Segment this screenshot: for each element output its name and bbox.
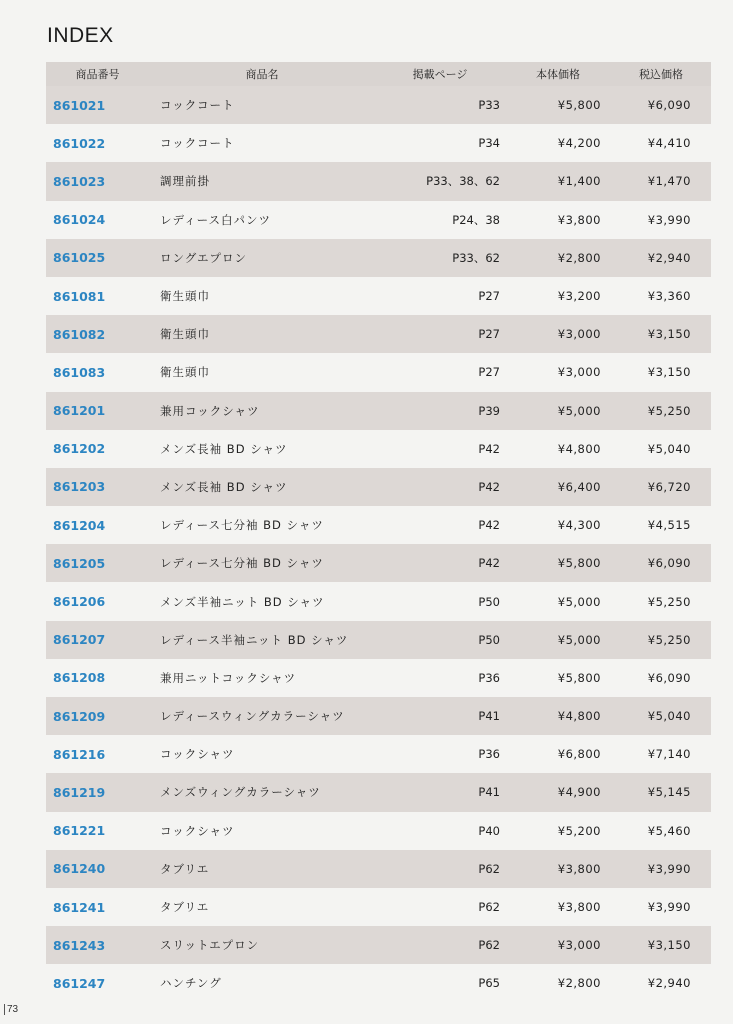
table-row bbox=[46, 812, 711, 850]
page-ref: P33 bbox=[478, 98, 500, 113]
product-code: 861209 bbox=[53, 708, 106, 724]
tax-price: ¥4,515 bbox=[647, 518, 691, 533]
page-ref: P41 bbox=[478, 709, 500, 724]
product-name: ロングエプロン bbox=[160, 250, 248, 265]
base-price: ¥3,000 bbox=[557, 938, 601, 953]
tax-price: ¥4,410 bbox=[647, 136, 691, 151]
product-name: レディース白パンツ bbox=[160, 212, 272, 227]
product-name: コックコート bbox=[160, 98, 235, 113]
tax-price: ¥6,090 bbox=[647, 670, 691, 685]
base-price: ¥5,800 bbox=[557, 556, 601, 571]
product-name: レディース半袖ニット BD シャツ bbox=[160, 632, 349, 647]
base-price: ¥4,200 bbox=[557, 136, 601, 151]
table-row bbox=[46, 964, 711, 1002]
base-price: ¥2,800 bbox=[557, 976, 601, 991]
product-name: 衛生頭巾 bbox=[160, 327, 210, 342]
tax-price: ¥6,090 bbox=[647, 98, 691, 113]
table-row bbox=[46, 468, 711, 506]
page-ref: P36 bbox=[478, 747, 500, 762]
table-row bbox=[46, 124, 711, 162]
product-name: 兼用ニットコックシャツ bbox=[160, 670, 297, 685]
header-tax-price: 税込価格 bbox=[639, 68, 683, 81]
product-name: メンズ長袖 BD シャツ bbox=[160, 441, 288, 456]
tax-price: ¥3,150 bbox=[647, 938, 691, 953]
table-row bbox=[46, 392, 711, 430]
table-header bbox=[46, 62, 711, 86]
product-name: コックシャツ bbox=[160, 823, 235, 838]
product-code: 861202 bbox=[53, 441, 106, 457]
product-code: 861206 bbox=[53, 594, 106, 610]
product-code: 861081 bbox=[53, 288, 106, 304]
table-row bbox=[46, 659, 711, 697]
tax-price: ¥5,040 bbox=[647, 441, 691, 456]
page-ref: P33、62 bbox=[452, 250, 500, 265]
page-ref: P41 bbox=[478, 785, 500, 800]
tax-price: ¥3,150 bbox=[647, 365, 691, 380]
tax-price: ¥3,990 bbox=[647, 212, 691, 227]
base-price: ¥5,800 bbox=[557, 98, 601, 113]
table-row bbox=[46, 926, 711, 964]
product-name: レディース七分袖 BD シャツ bbox=[160, 518, 324, 533]
product-code: 861208 bbox=[53, 670, 106, 686]
base-price: ¥3,000 bbox=[557, 365, 601, 380]
table-row bbox=[46, 353, 711, 391]
base-price: ¥6,400 bbox=[557, 479, 601, 494]
table-row bbox=[46, 277, 711, 315]
product-code: 861205 bbox=[53, 555, 106, 571]
table-row bbox=[46, 315, 711, 353]
tax-price: ¥3,990 bbox=[647, 900, 691, 915]
page-ref: P40 bbox=[478, 823, 500, 838]
table-row bbox=[46, 850, 711, 888]
product-code: 861247 bbox=[53, 975, 106, 991]
table-row bbox=[46, 582, 711, 620]
product-code: 861240 bbox=[53, 861, 106, 877]
header-price: 本体価格 bbox=[536, 68, 580, 81]
page-ref: P62 bbox=[478, 861, 500, 876]
tax-price: ¥2,940 bbox=[647, 250, 691, 265]
product-code: 861083 bbox=[53, 364, 106, 380]
product-code: 861024 bbox=[53, 212, 106, 228]
product-name: タブリエ bbox=[160, 861, 210, 876]
base-price: ¥3,800 bbox=[557, 861, 601, 876]
table-row bbox=[46, 162, 711, 200]
base-price: ¥5,200 bbox=[557, 823, 601, 838]
page-ref: P27 bbox=[478, 327, 500, 342]
page-ref: P42 bbox=[478, 518, 500, 533]
table-row bbox=[46, 621, 711, 659]
table-row bbox=[46, 697, 711, 735]
table-row bbox=[46, 86, 711, 124]
tax-price: ¥5,145 bbox=[647, 785, 691, 800]
page-ref: P42 bbox=[478, 556, 500, 571]
page-number: 73 bbox=[4, 1004, 18, 1015]
table-row bbox=[46, 773, 711, 811]
page-ref: P50 bbox=[478, 632, 500, 647]
product-code: 861201 bbox=[53, 403, 106, 419]
header-page: 掲載ページ bbox=[412, 68, 468, 81]
page-title: INDEX bbox=[47, 24, 114, 47]
product-code: 861219 bbox=[53, 784, 106, 800]
base-price: ¥3,800 bbox=[557, 900, 601, 915]
base-price: ¥5,000 bbox=[557, 594, 601, 609]
table-row bbox=[46, 239, 711, 277]
page-ref: P33、38、62 bbox=[426, 174, 500, 189]
page-ref: P62 bbox=[478, 938, 500, 953]
index-table bbox=[46, 62, 711, 1003]
base-price: ¥3,000 bbox=[557, 327, 601, 342]
product-name: 衛生頭巾 bbox=[160, 289, 210, 304]
product-code: 861243 bbox=[53, 937, 106, 953]
tax-price: ¥3,990 bbox=[647, 861, 691, 876]
page-ref: P50 bbox=[478, 594, 500, 609]
base-price: ¥5,800 bbox=[557, 670, 601, 685]
product-name: タブリエ bbox=[160, 900, 210, 915]
product-code: 861203 bbox=[53, 479, 106, 495]
base-price: ¥4,900 bbox=[557, 785, 601, 800]
tax-price: ¥5,250 bbox=[647, 403, 691, 418]
product-code: 861082 bbox=[53, 326, 106, 342]
table-row bbox=[46, 888, 711, 926]
product-name: メンズ長袖 BD シャツ bbox=[160, 479, 288, 494]
page-ref: P36 bbox=[478, 670, 500, 685]
tax-price: ¥7,140 bbox=[647, 747, 691, 762]
product-name: 兼用コックシャツ bbox=[160, 403, 260, 418]
product-name: コックコート bbox=[160, 136, 235, 151]
base-price: ¥5,000 bbox=[557, 632, 601, 647]
tax-price: ¥1,470 bbox=[647, 174, 691, 189]
tax-price: ¥6,090 bbox=[647, 556, 691, 571]
base-price: ¥1,400 bbox=[557, 174, 601, 189]
product-name: レディース七分袖 BD シャツ bbox=[160, 556, 324, 571]
tax-price: ¥3,150 bbox=[647, 327, 691, 342]
page-ref: P62 bbox=[478, 900, 500, 915]
product-name: スリットエプロン bbox=[160, 938, 260, 953]
product-name: メンズ半袖ニット BD シャツ bbox=[160, 594, 325, 609]
table-body bbox=[46, 86, 711, 1003]
product-code: 861216 bbox=[53, 746, 106, 762]
base-price: ¥2,800 bbox=[557, 250, 601, 265]
tax-price: ¥5,250 bbox=[647, 594, 691, 609]
product-code: 861025 bbox=[53, 250, 106, 266]
page-ref: P39 bbox=[478, 403, 500, 418]
base-price: ¥3,800 bbox=[557, 212, 601, 227]
page-ref: P24、38 bbox=[452, 212, 500, 227]
product-name: メンズウィングカラーシャツ bbox=[160, 785, 321, 800]
product-code: 861241 bbox=[53, 899, 106, 915]
tax-price: ¥5,460 bbox=[647, 823, 691, 838]
base-price: ¥3,200 bbox=[557, 289, 601, 304]
tax-price: ¥5,040 bbox=[647, 709, 691, 724]
product-code: 861204 bbox=[53, 517, 106, 533]
product-name: 衛生頭巾 bbox=[160, 365, 210, 380]
product-code: 861022 bbox=[53, 135, 106, 151]
base-price: ¥4,800 bbox=[557, 441, 601, 456]
product-name: ハンチング bbox=[160, 976, 222, 991]
base-price: ¥4,800 bbox=[557, 709, 601, 724]
product-code: 861023 bbox=[53, 173, 106, 189]
product-code: 861207 bbox=[53, 632, 106, 648]
page-ref: P27 bbox=[478, 289, 500, 304]
table-row bbox=[46, 201, 711, 239]
base-price: ¥4,300 bbox=[557, 518, 601, 533]
product-name: 調理前掛 bbox=[160, 174, 210, 189]
table-row bbox=[46, 544, 711, 582]
base-price: ¥5,000 bbox=[557, 403, 601, 418]
table-row bbox=[46, 430, 711, 468]
page-ref: P42 bbox=[478, 441, 500, 456]
table-row bbox=[46, 506, 711, 544]
tax-price: ¥5,250 bbox=[647, 632, 691, 647]
tax-price: ¥2,940 bbox=[647, 976, 691, 991]
product-code: 861221 bbox=[53, 823, 106, 839]
header-code: 商品番号 bbox=[75, 68, 120, 81]
product-name: レディースウィングカラーシャツ bbox=[160, 709, 345, 724]
product-name: コックシャツ bbox=[160, 747, 235, 762]
base-price: ¥6,800 bbox=[557, 747, 601, 762]
page-ref: P34 bbox=[478, 136, 500, 151]
page-ref: P27 bbox=[478, 365, 500, 380]
tax-price: ¥6,720 bbox=[647, 479, 691, 494]
header-name: 商品名 bbox=[245, 68, 279, 81]
tax-price: ¥3,360 bbox=[647, 289, 691, 304]
page-ref: P65 bbox=[478, 976, 500, 991]
product-code: 861021 bbox=[53, 97, 106, 113]
page-ref: P42 bbox=[478, 479, 500, 494]
table-row bbox=[46, 735, 711, 773]
